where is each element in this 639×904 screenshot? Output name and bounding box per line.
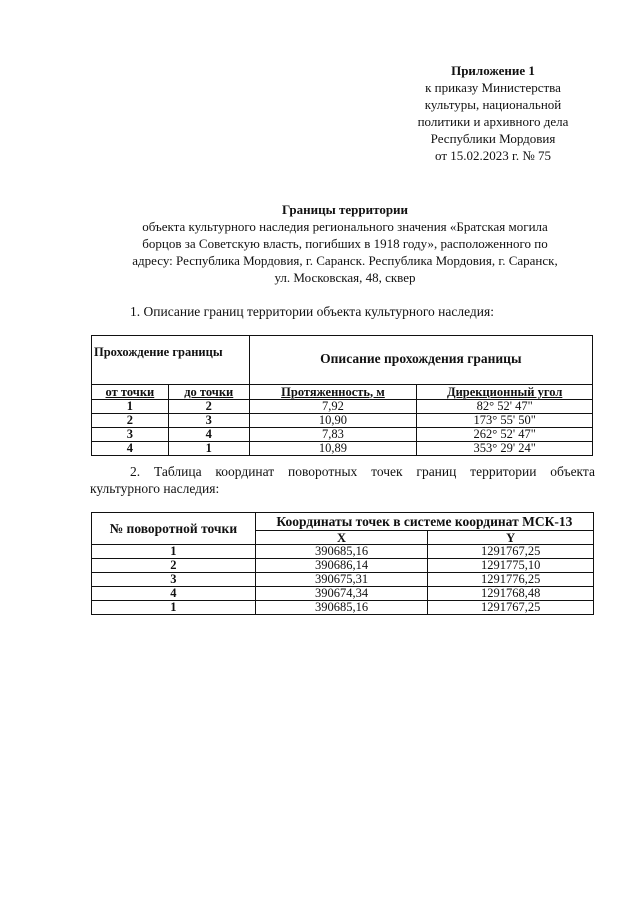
section-1-title: 1. Описание границ территории объекта культурного наследия: — [130, 304, 494, 319]
length-cell: 7,92 — [249, 400, 417, 414]
annex-line: к приказу Министерства — [425, 80, 561, 95]
from-point-cell: 1 — [92, 400, 169, 414]
annex-block — [388, 62, 598, 164]
x-cell: 390674,34 — [255, 587, 428, 601]
angle-cell: 173° 55' 50" — [417, 414, 593, 428]
point-cell: 4 — [92, 587, 256, 601]
x-header: X — [255, 531, 428, 545]
to-point-cell: 1 — [168, 442, 249, 456]
from-point-cell: 3 — [92, 428, 169, 442]
table-row — [92, 414, 593, 428]
y-cell: 1291767,25 — [428, 601, 594, 615]
point-cell: 1 — [92, 601, 256, 615]
heading-title: Границы территории — [281, 202, 409, 217]
table-row — [92, 428, 593, 442]
table-row — [92, 587, 594, 601]
length-cell: 7,83 — [249, 428, 417, 442]
point-number-header: № поворотной точки — [92, 513, 256, 545]
length-cell: 10,89 — [249, 442, 417, 456]
angle-cell: 353° 29' 24" — [417, 442, 593, 456]
point-cell: 3 — [92, 573, 256, 587]
table-row — [92, 400, 593, 414]
angle-cell: 262° 52' 47" — [417, 428, 593, 442]
y-cell: 1291768,48 — [428, 587, 594, 601]
column-header: до точки — [168, 385, 249, 400]
table-row — [92, 545, 594, 559]
to-point-cell: 2 — [168, 400, 249, 414]
point-cell: 1 — [92, 545, 256, 559]
to-point-cell: 3 — [168, 414, 249, 428]
table-row — [92, 601, 594, 615]
heading-line: ул. Московская, 48, сквер — [274, 270, 416, 285]
from-point-cell: 2 — [92, 414, 169, 428]
group-header-cell: Прохождение границы — [92, 336, 250, 385]
y-cell: 1291776,25 — [428, 573, 594, 587]
angle-cell: 82° 52' 47" — [417, 400, 593, 414]
x-cell: 390685,16 — [255, 601, 428, 615]
heading-line: объекта культурного наследия регионального значения «Братская могила — [142, 219, 548, 234]
from-point-cell: 4 — [92, 442, 169, 456]
column-header: Протяженность, м — [249, 385, 417, 400]
description-header-cell: Описание прохождения границы — [249, 336, 592, 385]
y-header: Y — [428, 531, 594, 545]
annex-line: Республики Мордовия — [430, 131, 556, 146]
coordinate-system-header: Координаты точек в системе координат МСК-13 — [255, 513, 593, 531]
x-cell: 390685,16 — [255, 545, 428, 559]
table-row — [92, 573, 594, 587]
x-cell: 390686,14 — [255, 559, 428, 573]
column-header: от точки — [92, 385, 169, 400]
table-header-row — [92, 336, 593, 385]
y-cell: 1291767,25 — [428, 545, 594, 559]
x-cell: 390675,31 — [255, 573, 428, 587]
table-row — [92, 442, 593, 456]
table-header-row — [92, 513, 594, 531]
annex-line: политики и архивного дела — [417, 114, 569, 129]
annex-line: от 15.02.2023 г. № 75 — [434, 148, 552, 163]
column-header: Дирекционный угол — [417, 385, 593, 400]
document-heading — [95, 201, 595, 286]
boundary-description-table — [91, 335, 593, 456]
table-subheader-row — [92, 385, 593, 400]
length-cell: 10,90 — [249, 414, 417, 428]
section-2-title: 2. Таблица координат поворотных точек границ территории объекта культурного наследия: — [90, 464, 595, 496]
heading-line: борцов за Советскую власть, погибших в 1918 году», расположенного по — [142, 236, 548, 251]
to-point-cell: 4 — [168, 428, 249, 442]
annex-title: Приложение 1 — [451, 63, 535, 78]
table-row — [92, 559, 594, 573]
annex-line: культуры, национальной — [424, 97, 562, 112]
point-cell: 2 — [92, 559, 256, 573]
heading-line: адресу: Республика Мордовия, г. Саранск. Республика Мордовия, г. Саранск, — [132, 253, 558, 268]
y-cell: 1291775,10 — [428, 559, 594, 573]
coordinates-table — [91, 512, 594, 615]
